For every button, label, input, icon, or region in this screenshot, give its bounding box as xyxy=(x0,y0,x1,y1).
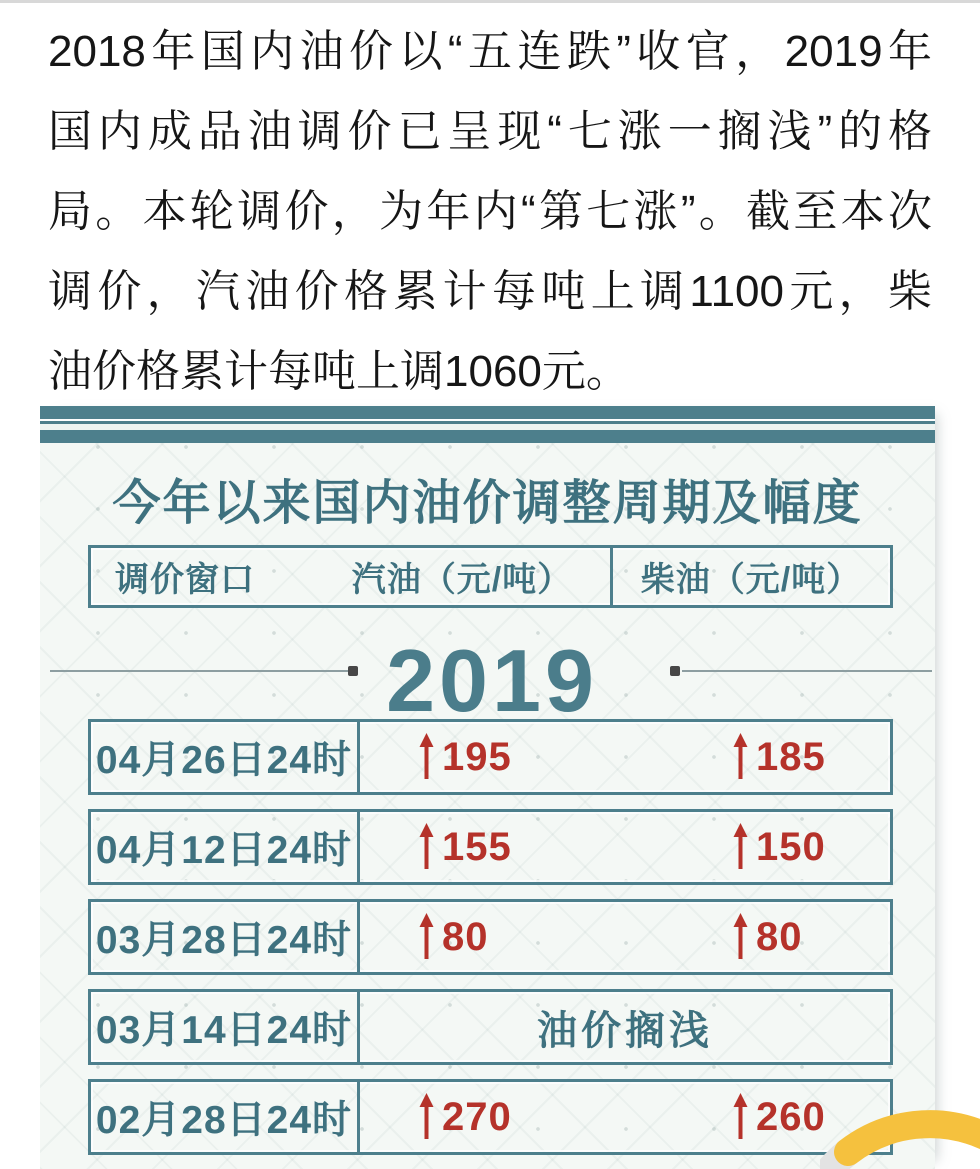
diesel-value: 150 xyxy=(756,824,826,869)
table-row xyxy=(88,899,893,975)
gasoline-change xyxy=(418,722,512,792)
gasoline-value: 80 xyxy=(442,914,489,959)
header-divider xyxy=(610,548,613,605)
year-divider xyxy=(40,631,935,730)
up-arrow-icon xyxy=(732,823,749,871)
diesel-value: 260 xyxy=(756,1094,826,1139)
divider-line-left xyxy=(50,670,348,672)
intro-paragraph xyxy=(48,12,932,412)
floating-ring-button[interactable] xyxy=(820,1074,980,1169)
table-row xyxy=(88,719,893,795)
stranded-note: 油价搁浅 xyxy=(537,1008,713,1053)
up-arrow-icon xyxy=(732,913,749,961)
intro-line: 调价，汽油价格累计每吨上调1100元，柴 xyxy=(48,267,932,316)
gasoline-change xyxy=(418,902,489,972)
up-arrow-icon xyxy=(732,733,749,781)
diesel-value: 185 xyxy=(756,734,826,779)
row-values xyxy=(360,1082,890,1152)
diesel-change xyxy=(732,1082,826,1152)
diesel-value: 80 xyxy=(756,914,803,959)
row-values xyxy=(360,722,890,792)
up-arrow-icon xyxy=(418,733,435,781)
divider-dot-right xyxy=(670,666,680,676)
intro-line: 油价格累计每吨上调1060元。 xyxy=(48,347,630,396)
table-row xyxy=(88,1079,893,1155)
gasoline-value: 270 xyxy=(442,1094,512,1139)
up-arrow-icon xyxy=(732,1093,749,1141)
row-date: 02月28日24时 xyxy=(91,1082,360,1152)
row-values xyxy=(360,992,890,1062)
diesel-change xyxy=(732,722,826,792)
row-date: 03月28日24时 xyxy=(91,902,360,972)
divider-dot-left xyxy=(348,666,358,676)
infographic-title: 今年以来国内油价调整周期及幅度 xyxy=(112,477,863,530)
table-row xyxy=(88,989,893,1065)
up-arrow-icon xyxy=(418,913,435,961)
row-date: 04月26日24时 xyxy=(91,722,360,792)
gasoline-change xyxy=(418,812,512,882)
gasoline-value: 155 xyxy=(442,824,512,869)
gasoline-value: 195 xyxy=(442,734,512,779)
up-arrow-icon xyxy=(418,1093,435,1141)
intro-line: 国内成品油调价已呈现“七涨一搁浅”的格 xyxy=(48,107,932,156)
gasoline-change xyxy=(418,1082,512,1152)
row-values xyxy=(360,902,890,972)
header-col-diesel: 柴油（元/吨） xyxy=(640,561,862,599)
header-col-gasoline: 汽油（元/吨） xyxy=(351,561,573,599)
row-date: 04月12日24时 xyxy=(91,812,360,882)
row-values xyxy=(360,812,890,882)
diesel-change xyxy=(732,812,826,882)
up-arrow-icon xyxy=(418,823,435,871)
diesel-change xyxy=(732,902,803,972)
divider-line-right xyxy=(682,670,932,672)
header-col-window: 调价窗口 xyxy=(115,561,255,599)
infographic-card xyxy=(40,406,935,1169)
decorative-stripes xyxy=(40,406,935,443)
table-header xyxy=(88,545,893,608)
year-label: 2019 xyxy=(386,631,598,730)
table-rows xyxy=(88,719,893,1169)
top-divider xyxy=(0,0,980,3)
intro-line: 局。本轮调价，为年内“第七涨”。截至本次 xyxy=(48,187,932,236)
row-date: 03月14日24时 xyxy=(91,992,360,1062)
table-row xyxy=(88,809,893,885)
intro-line: 2018年国内油价以“五连跌”收官，2019年 xyxy=(48,27,932,76)
